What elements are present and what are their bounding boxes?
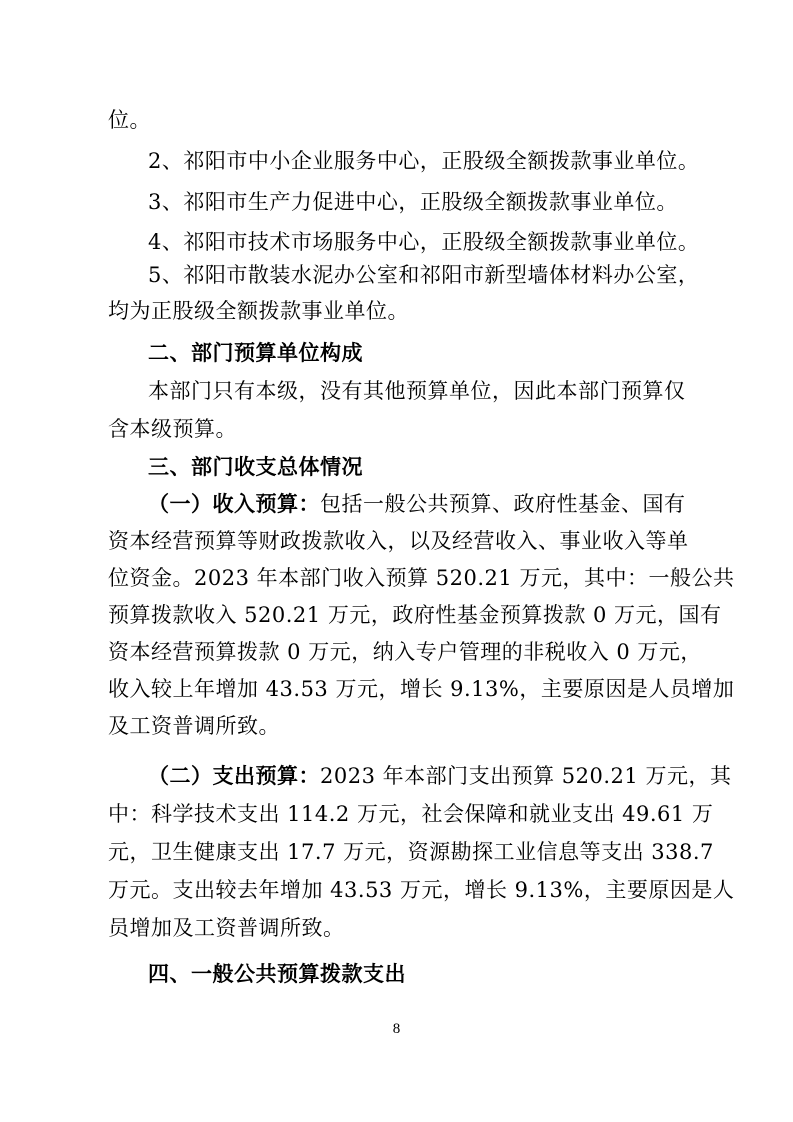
paragraph-line: [148, 762, 748, 790]
paragraph-line: 含本级预算。: [108, 417, 237, 441]
section-heading: 三、部门收支总体情况: [148, 455, 363, 479]
paragraph-line: 元，卫生健康支出 17.7 万元，资源勘探工业信息等支出 338.7: [108, 840, 714, 864]
paragraph-line: 万元。支出较去年增加 43.53 万元，增长 9.13%，主要原因是人: [108, 878, 735, 902]
income-budget-text: 包括一般公共预算、政府性基金、国有: [320, 492, 686, 516]
paragraph-line: 3、祁阳市生产力促进中心，正股级全额拨款事业单位。: [148, 190, 678, 214]
paragraph-line: 2、祁阳市中小企业服务中心，正股级全额拨款事业单位。: [148, 149, 700, 173]
paragraph-line: [148, 490, 748, 518]
paragraph-line: 均为正股级全额拨款事业单位。: [108, 299, 409, 323]
paragraph-line: 本部门只有本级，没有其他预算单位，因此本部门预算仅: [148, 379, 686, 403]
paragraph-line: 员增加及工资普调所致。: [108, 916, 345, 940]
expense-budget-label: （二）支出预算：: [148, 764, 320, 788]
section-heading: 四、一般公共预算拨款支出: [148, 962, 406, 986]
expense-budget-text: 2023 年本部门支出预算 520.21 万元，其: [320, 764, 732, 788]
paragraph-line: 预算拨款收入 520.21 万元，政府性基金预算拨款 0 万元，国有: [108, 603, 722, 627]
page-number: 8: [392, 1021, 401, 1037]
paragraph-line: 4、祁阳市技术市场服务中心，正股级全额拨款事业单位。: [148, 230, 700, 254]
paragraph-line: 资本经营预算等财政拨款收入，以及经营收入、事业收入等单: [108, 529, 689, 553]
paragraph-line: 资本经营预算拨款 0 万元，纳入专户管理的非税收入 0 万元，: [108, 640, 702, 664]
paragraph-line: 及工资普调所致。: [108, 714, 280, 738]
paragraph-line: 5、祁阳市散装水泥办公室和祁阳市新型墙体材料办公室，: [148, 263, 700, 287]
paragraph-line: 位资金。2023 年本部门收入预算 520.21 万元，其中：一般公共: [108, 566, 735, 590]
paragraph-line: 收入较上年增加 43.53 万元，增长 9.13%，主要原因是人员增加: [108, 677, 735, 701]
paragraph-line: 中：科学技术支出 114.2 万元，社会保障和就业支出 49.61 万: [108, 802, 714, 826]
paragraph-line: 位。: [108, 108, 151, 132]
section-heading: 二、部门预算单位构成: [148, 341, 363, 365]
income-budget-label: （一）收入预算：: [148, 492, 320, 516]
